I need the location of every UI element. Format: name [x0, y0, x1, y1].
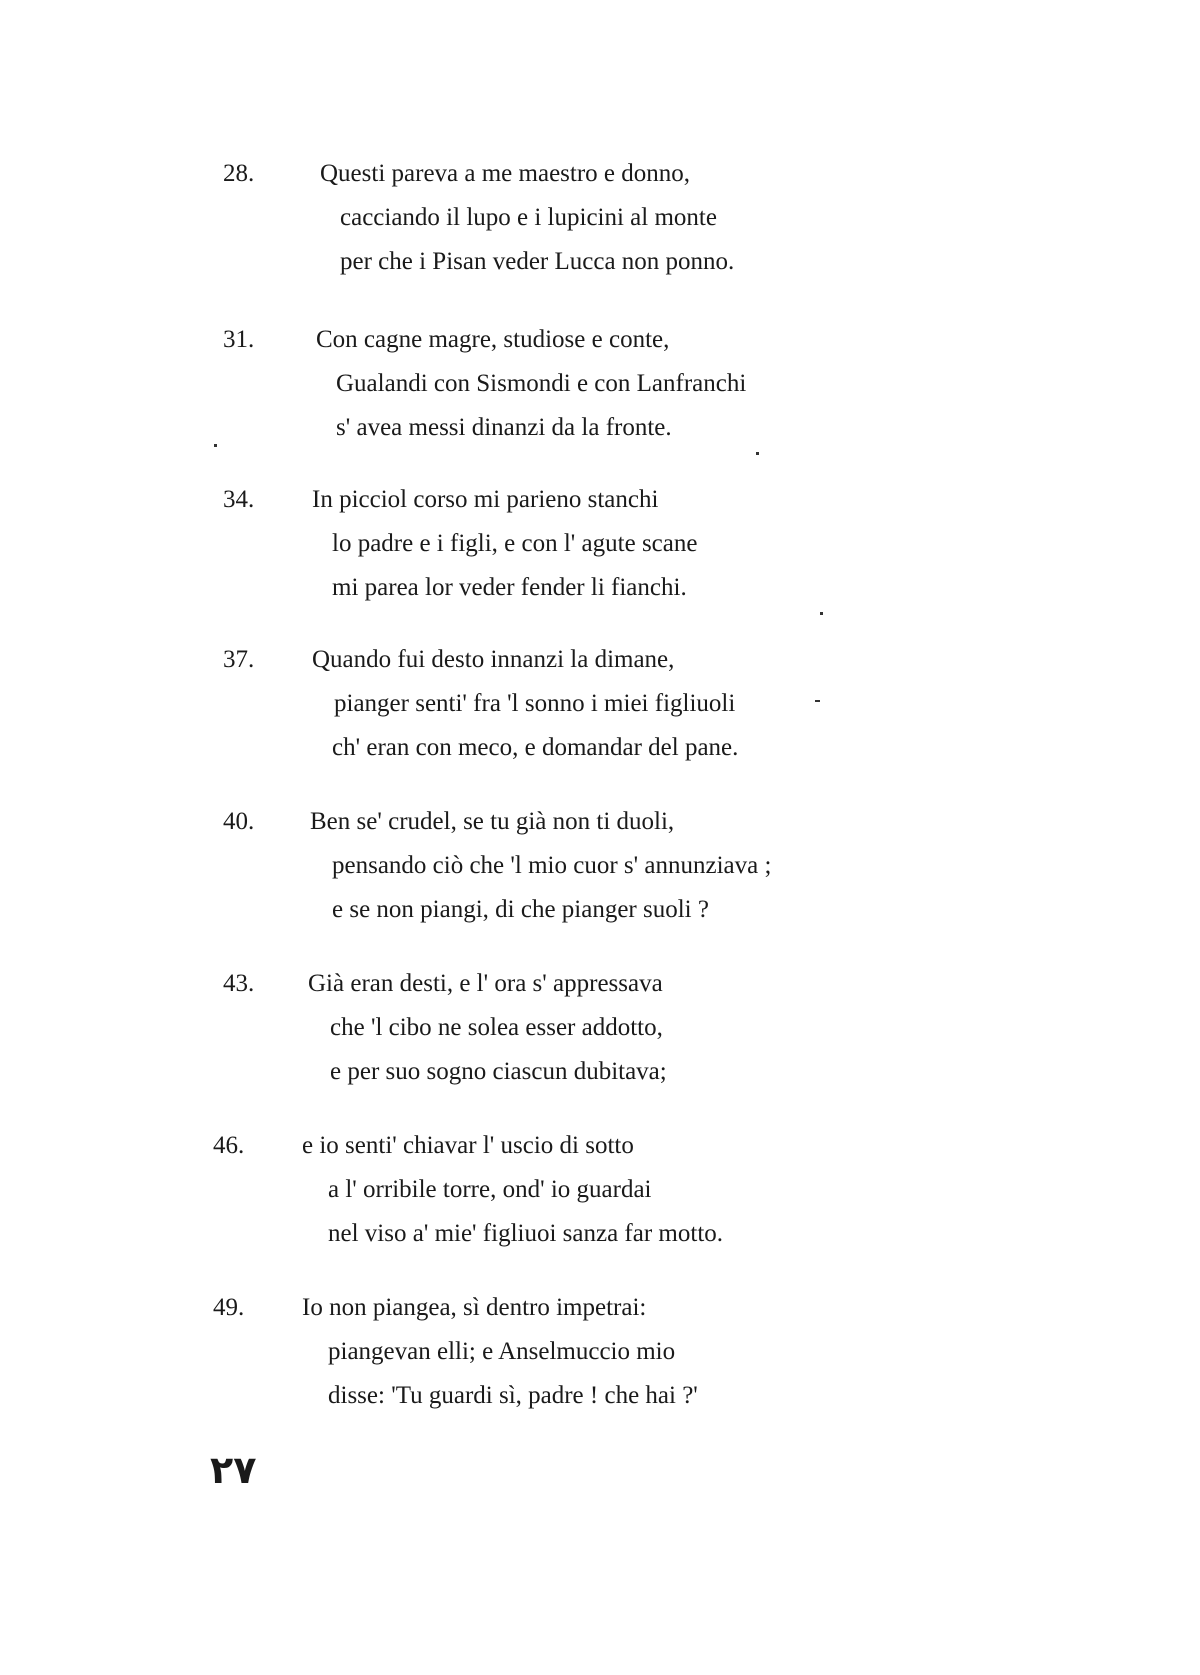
stanza-28	[0, 152, 1200, 292]
ink-speck	[815, 700, 820, 702]
stanza-number: 28.	[223, 160, 255, 187]
verse-line: Gualandi con Sismondi e con Lanfranchi	[336, 370, 747, 397]
page-number: ٢٧	[210, 1448, 257, 1492]
ink-speck	[820, 612, 823, 615]
verse-line: e per suo sogno ciascun dubitava;	[330, 1058, 667, 1085]
verse-line: Io non piangea, sì dentro impetrai:	[302, 1294, 647, 1321]
ink-speck	[214, 444, 217, 447]
verse-line: In picciol corso mi parieno stanchi	[312, 486, 659, 513]
verse-line: Già eran desti, e l' ora s' appressava	[308, 970, 663, 997]
verse-line: nel viso a' mie' figliuoi sanza far motto.	[328, 1220, 724, 1247]
stanza-46	[0, 1124, 1200, 1264]
stanza-number: 31.	[223, 326, 255, 353]
verse-line: pensando ciò che 'l mio cuor s' annunziava ;	[332, 852, 772, 879]
verse-line: Quando fui desto innanzi la dimane,	[312, 646, 675, 673]
verse-line: a l' orribile torre, ond' io guardai	[328, 1176, 652, 1203]
verse-line: Questi pareva a me maestro e donno,	[320, 160, 691, 187]
verse-line: per che i Pisan veder Lucca non ponno.	[340, 248, 735, 275]
verse-line: Ben se' crudel, se tu già non ti duoli,	[310, 808, 675, 835]
verse-line: Con cagne magre, studiose e conte,	[316, 326, 670, 353]
stanza-number: 49.	[213, 1294, 245, 1321]
stanza-34	[0, 478, 1200, 618]
stanza-number: 40.	[223, 808, 255, 835]
stanza-49	[0, 1286, 1200, 1426]
verse-line: e se non piangi, di che pianger suoli ?	[332, 896, 709, 923]
verse-line: pianger senti' fra 'l sonno i miei figliuoli	[334, 690, 736, 717]
verse-line: s' avea messi dinanzi da la fronte.	[336, 414, 672, 441]
verse-line: lo padre e i figli, e con l' agute scane	[332, 530, 698, 557]
verse-line: mi parea lor veder fender li fianchi.	[332, 574, 687, 601]
verse-line: disse: 'Tu guardi sì, padre ! che hai ?'	[328, 1382, 698, 1409]
stanza-number: 43.	[223, 970, 255, 997]
stanza-40	[0, 800, 1200, 940]
stanza-37	[0, 638, 1200, 778]
verse-line: e io senti' chiavar l' uscio di sotto	[302, 1132, 634, 1159]
stanza-43	[0, 962, 1200, 1102]
stanza-number: 37.	[223, 646, 255, 673]
verse-line: piangevan elli; e Anselmuccio mio	[328, 1338, 676, 1365]
stanza-number: 34.	[223, 486, 255, 513]
stanza-number: 46.	[213, 1132, 245, 1159]
verse-line: ch' eran con meco, e domandar del pane.	[332, 734, 739, 761]
stanza-31	[0, 318, 1200, 458]
ink-speck	[756, 452, 759, 455]
verse-line: cacciando il lupo e i lupicini al monte	[340, 204, 717, 231]
verse-line: che 'l cibo ne solea esser addotto,	[330, 1014, 663, 1041]
